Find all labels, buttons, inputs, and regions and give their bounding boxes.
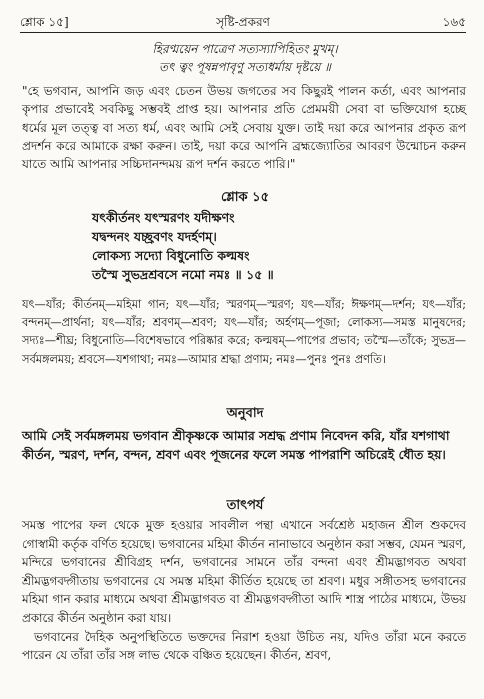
verse-line: যৎকীর্তনং যৎস্মরণং যদীক্ষণং	[92, 210, 235, 225]
verse-line: তস্মৈ সুভদ্রশ্রবসে নমো নমঃ ॥ ১৫ ॥	[92, 267, 274, 282]
sanskrit-quote-line: হিরণ্ময়েন পাত্রেণ সত্যস্যাপিহিতং মুখম্।	[152, 42, 338, 56]
sanskrit-quote-line: তৎ ত্বং পূষন্নপাবৃণু সত্যধর্মায় দৃষ্টয়ে ॥	[159, 60, 331, 74]
page-header	[20, 14, 466, 30]
sanskrit-quote	[24, 40, 466, 76]
synonyms: যৎ—যাঁর; কীর্তনম্—মহিমা গান; যৎ—যাঁর; স্মরণম্—স্মরণ; যৎ—যাঁর; ঈক্ষণম্—দর্শন; যৎ—যাঁর; বন্দনম্—প্রার্থনা; যৎ—যাঁর; শ্রবণম্—শ্রবণ; যৎ—যাঁর; অর্হণম্—পূজা; লোকস্য—সমস্ত মানুষদের; সদ্যঃ—শীঘ্র; বিধুনোতি—বিশেষভাবে পরিষ্কার করে; কল্মষম্—পাপের প্রভাব; তস্মৈ—তাঁকে; সুভদ্র—সর্বমঙ্গলময়; শ্রবসে—যশগাথা; নমঃ—আমার শ্রদ্ধা প্রণাম; নমঃ—পুনঃ পুনঃ প্রণতি।	[22, 298, 466, 366]
purport-paragraph: সমস্ত পাপের ফল থেকে মুক্ত হওয়ার সাবলীল পন্থা এখানে সর্বশ্রেষ্ঠ মহাজন শ্রীল শুকদেব গোস্বামী কর্তৃক বর্ণিত হয়েছে। ভগবানের মহিমা কীর্তন নানাভাবে অনুষ্ঠান করা সম্ভব, যেমন স্মরণ, মন্দিরে ভগবানের শ্রীবিগ্রহ দর্শন, ভগবানের সামনে তাঁর বন্দনা এবং শ্রীমদ্ভাগবত অথবা শ্রীমদ্ভগবদ্গীতায় ভগবানের যে সমস্ত মহিমা কীর্তিত হয়েছে তা শ্রবণ। মধুর সঙ্গীতসহ ভগবানের মহিমা গান করার মাধ্যমে অথবা শ্রীমদ্ভাগবত বা শ্রীমদ্ভগবদ্গীতা আদি শাস্ত্র পাঠের মাধ্যমে, উভয় প্রকারে কীর্তন অনুষ্ঠান করা যায়।	[22, 518, 466, 625]
verse-line: যদ্বন্দনং যচ্ছ্রবণং যদর্হণম্।	[92, 229, 217, 244]
verse-reference: শ্লোক ১৫]	[20, 15, 69, 29]
chapter-title: সৃষ্টি-প্রকরণ	[216, 15, 270, 29]
translation-heading: অনুবাদ	[226, 406, 264, 421]
header-rule	[20, 32, 466, 33]
purport-text	[22, 516, 466, 665]
verse-number: শ্লোক ১৫	[220, 190, 270, 205]
verse-line: লোকস্য সদ্যো বিধুনোতি কল্মষং	[92, 248, 250, 263]
purport-heading: তাৎপর্য	[226, 498, 264, 513]
page-number: ১৬৫	[442, 15, 466, 29]
verse-text	[92, 208, 466, 284]
purport-paragraph: ভগবানের দৈহিক অনুপস্থিতিতে ভক্তদের নিরাশ হওয়া উচিত নয়, যদিও তাঁরা মনে করতে পারেন যে তাঁরা তাঁর সঙ্গ লাভ থেকে বঞ্চিত হয়েছেন। কীর্তন, শ্রবণ,	[22, 629, 466, 663]
translation-text: আমি সেই সর্বমঙ্গলময় ভগবান শ্রীকৃষ্ণকে আমার সশ্রদ্ধ প্রণাম নিবেদন করি, যাঁর যশগাথা কীর্তন, স্মরণ, দর্শন, বন্দন, শ্রবণ এবং পূজনের ফলে সমস্ত পাপরাশি অচিরেই ধৌত হয়।	[22, 428, 450, 462]
quote-translation: "হে ভগবান, আপনি জড় এবং চেতন উভয় জগতের সব কিছুরই পালন কর্তা, এবং আপনার কৃপার প্রভাবেই সবকিছু সম্ভবই প্রাপ্ত হয়। আপনার প্রতি প্রেমময়ী সেবা বা ভক্তিযোগ হচ্ছে ধর্মের মূল তত্ত্ব বা সত্য ধর্ম, এবং আমি সেই সেবায় যুক্ত। তাই দয়া করে আপনার প্রকৃত রূপ প্রদর্শন করে আমাকে রক্ষা করুন। তাই, দয়া করে আপনি ব্রহ্মজ্যোতির আবরণ উন্মোচন করুন যাতে আমি আপনার সচ্চিদানন্দময় রূপ দর্শন করতে পারি।"	[22, 84, 466, 172]
